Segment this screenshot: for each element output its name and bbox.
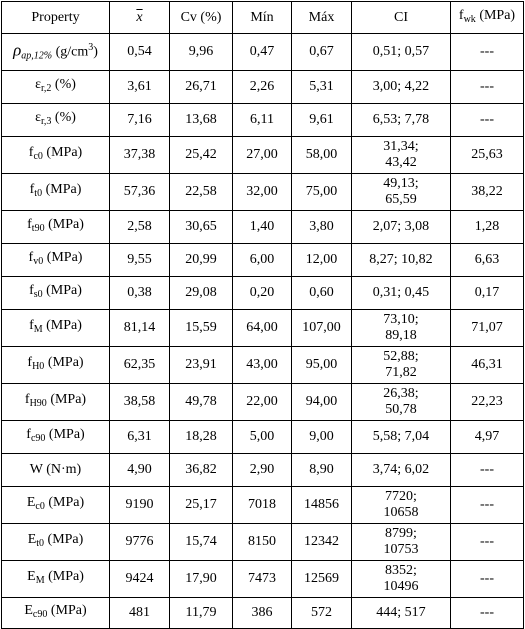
cv-cell: 18,28 <box>170 421 233 454</box>
mean-cell: 4,90 <box>110 454 170 487</box>
property-symbol: f <box>27 355 33 370</box>
table-row <box>2 347 524 384</box>
property-cell <box>2 561 110 598</box>
property-unit: (%) <box>51 77 76 92</box>
min-cell: 43,00 <box>233 347 292 384</box>
cv-cell: 13,68 <box>170 104 233 137</box>
fwk-cell: 6,63 <box>451 244 524 277</box>
property-unit: (MPa) <box>44 569 84 584</box>
ci-cell: 3,74; 6,02 <box>352 454 451 487</box>
max-cell: 107,00 <box>292 310 352 347</box>
property-unit: (MPa) <box>42 283 82 298</box>
mean-cell: 9190 <box>110 487 170 524</box>
mean-cell: 2,58 <box>110 211 170 244</box>
header-fwk <box>451 2 524 34</box>
max-cell: 75,00 <box>292 174 352 211</box>
property-unit: (N·m) <box>42 462 82 477</box>
fwk-cell: --- <box>451 454 524 487</box>
max-cell: 0,67 <box>292 34 352 71</box>
header-row <box>2 2 524 34</box>
ci-cell: 3,00; 4,22 <box>352 71 451 104</box>
min-cell: 2,26 <box>233 71 292 104</box>
min-cell: 5,00 <box>233 421 292 454</box>
property-symbol: E <box>27 532 37 547</box>
property-cell <box>2 34 110 71</box>
mean-cell: 0,38 <box>110 277 170 310</box>
property-subscript: s0 <box>33 289 43 300</box>
ci-cell: 2,07; 3,08 <box>352 211 451 244</box>
max-cell: 14856 <box>292 487 352 524</box>
properties-table <box>1 1 524 629</box>
table-row <box>2 211 524 244</box>
fwk-cell: --- <box>451 104 524 137</box>
max-cell: 5,31 <box>292 71 352 104</box>
property-subscript: c90 <box>32 609 48 620</box>
max-cell: 58,00 <box>292 137 352 174</box>
fwk-cell: --- <box>451 71 524 104</box>
property-subscript: t0 <box>36 538 45 549</box>
property-symbol: f <box>29 182 35 197</box>
table-row <box>2 244 524 277</box>
mean-cell: 62,35 <box>110 347 170 384</box>
property-subscript: v0 <box>33 256 44 267</box>
table-row <box>2 421 524 454</box>
property-unit: (g/cm <box>52 44 89 60</box>
fwk-cell: 22,23 <box>451 384 524 421</box>
table-row <box>2 454 524 487</box>
min-cell: 7473 <box>233 561 292 598</box>
property-cell <box>2 310 110 347</box>
table-row <box>2 310 524 347</box>
property-unit: (%) <box>51 110 76 125</box>
ci-cell: 5,58; 7,04 <box>352 421 451 454</box>
header-property: Property <box>2 2 110 34</box>
property-unit-close: ) <box>93 44 98 60</box>
property-symbol: f <box>28 145 34 160</box>
property-subscript: M <box>35 575 45 586</box>
property-symbol: f <box>29 318 34 333</box>
cv-cell: 26,71 <box>170 71 233 104</box>
property-subscript: c90 <box>30 433 46 444</box>
property-unit: (MPa) <box>44 355 84 370</box>
cv-cell: 49,78 <box>170 384 233 421</box>
mean-cell: 9424 <box>110 561 170 598</box>
property-unit: (MPa) <box>42 182 82 197</box>
min-cell: 6,00 <box>233 244 292 277</box>
fwk-cell: --- <box>451 34 524 71</box>
table-row <box>2 71 524 104</box>
ci-cell: 444; 517 <box>352 598 451 629</box>
property-cell <box>2 244 110 277</box>
property-unit: (MPa) <box>42 318 82 333</box>
property-cell <box>2 277 110 310</box>
fwk-cell: 46,31 <box>451 347 524 384</box>
cv-cell: 30,65 <box>170 211 233 244</box>
mean-cell: 9776 <box>110 524 170 561</box>
property-unit: (MPa) <box>42 145 83 160</box>
ci-cell: 6,53; 7,78 <box>352 104 451 137</box>
ci-cell: 31,34; 43,42 <box>352 137 451 174</box>
mean-cell: 37,38 <box>110 137 170 174</box>
cv-cell: 22,58 <box>170 174 233 211</box>
property-subscript: r,2 <box>40 83 52 94</box>
ci-cell: 73,10; 89,18 <box>352 310 451 347</box>
property-cell <box>2 384 110 421</box>
property-cell <box>2 137 110 174</box>
property-unit: (MPa) <box>44 495 85 510</box>
mean-cell: 57,36 <box>110 174 170 211</box>
property-cell <box>2 454 110 487</box>
min-cell: 27,00 <box>233 137 292 174</box>
header-min: Mín <box>233 2 292 34</box>
property-symbol: W <box>29 462 43 477</box>
header-cv: Cv (%) <box>170 2 233 34</box>
table-row <box>2 561 524 598</box>
property-cell <box>2 347 110 384</box>
property-cell <box>2 487 110 524</box>
max-cell: 0,60 <box>292 277 352 310</box>
property-symbol: E <box>24 603 33 618</box>
mean-cell: 481 <box>110 598 170 629</box>
max-cell: 9,00 <box>292 421 352 454</box>
cv-cell: 25,17 <box>170 487 233 524</box>
fwk-cell: 71,07 <box>451 310 524 347</box>
property-symbol: ε <box>35 77 41 92</box>
ci-cell: 8799; 10753 <box>352 524 451 561</box>
table-row <box>2 524 524 561</box>
mean-cell: 9,55 <box>110 244 170 277</box>
max-cell: 9,61 <box>292 104 352 137</box>
property-superscript: 3 <box>88 41 94 53</box>
fwk-cell: --- <box>451 524 524 561</box>
cv-cell: 15,59 <box>170 310 233 347</box>
table-row <box>2 384 524 421</box>
cv-cell: 11,79 <box>170 598 233 629</box>
min-cell: 64,00 <box>233 310 292 347</box>
ci-cell: 8,27; 10,82 <box>352 244 451 277</box>
min-cell: 8150 <box>233 524 292 561</box>
fwk-cell: --- <box>451 487 524 524</box>
ci-cell: 7720; 10658 <box>352 487 451 524</box>
max-cell: 12569 <box>292 561 352 598</box>
max-cell: 95,00 <box>292 347 352 384</box>
property-symbol: f <box>27 217 32 232</box>
min-cell: 1,40 <box>233 211 292 244</box>
property-symbol: E <box>27 569 36 584</box>
mean-cell: 81,14 <box>110 310 170 347</box>
table-row <box>2 34 524 71</box>
table-row <box>2 487 524 524</box>
cv-cell: 15,74 <box>170 524 233 561</box>
property-cell <box>2 174 110 211</box>
min-cell: 0,20 <box>233 277 292 310</box>
property-cell <box>2 598 110 629</box>
min-cell: 386 <box>233 598 292 629</box>
mean-cell: 0,54 <box>110 34 170 71</box>
property-cell <box>2 71 110 104</box>
property-symbol: E <box>26 495 36 510</box>
cv-cell: 23,91 <box>170 347 233 384</box>
table-row <box>2 174 524 211</box>
property-symbol: ρ <box>13 40 22 60</box>
fwk-cell: 1,28 <box>451 211 524 244</box>
min-cell: 32,00 <box>233 174 292 211</box>
max-cell: 8,90 <box>292 454 352 487</box>
mean-cell: 3,61 <box>110 71 170 104</box>
ci-cell: 52,88; 71,82 <box>352 347 451 384</box>
fwk-cell: 38,22 <box>451 174 524 211</box>
fwk-cell: --- <box>451 598 524 629</box>
max-cell: 3,80 <box>292 211 352 244</box>
property-unit: (MPa) <box>45 427 85 442</box>
header-mean <box>110 2 170 34</box>
cv-cell: 36,82 <box>170 454 233 487</box>
max-cell: 12342 <box>292 524 352 561</box>
ci-cell: 0,31; 0,45 <box>352 277 451 310</box>
property-subscript: c0 <box>33 151 43 162</box>
mean-cell: 6,31 <box>110 421 170 454</box>
property-subscript: H0 <box>32 361 45 372</box>
table-row <box>2 137 524 174</box>
property-unit: (MPa) <box>43 250 83 265</box>
min-cell: 6,11 <box>233 104 292 137</box>
cv-cell: 9,96 <box>170 34 233 71</box>
property-symbol: ε <box>35 110 41 125</box>
mean-cell: 7,16 <box>110 104 170 137</box>
table-row <box>2 598 524 629</box>
max-cell: 12,00 <box>292 244 352 277</box>
property-symbol: f <box>28 250 34 265</box>
property-symbol: f <box>29 283 34 298</box>
min-cell: 7018 <box>233 487 292 524</box>
fwk-cell: 4,97 <box>451 421 524 454</box>
property-symbol: f <box>26 427 31 442</box>
min-cell: 22,00 <box>233 384 292 421</box>
property-cell <box>2 421 110 454</box>
min-cell: 0,47 <box>233 34 292 71</box>
property-unit: (MPa) <box>47 603 87 618</box>
fwk-cell: 25,63 <box>451 137 524 174</box>
ci-cell: 0,51; 0,57 <box>352 34 451 71</box>
cv-cell: 25,42 <box>170 137 233 174</box>
table-row <box>2 104 524 137</box>
property-unit: (MPa) <box>46 392 87 407</box>
property-subscript: ap,12% <box>21 50 53 62</box>
property-cell <box>2 524 110 561</box>
property-subscript: c0 <box>35 501 45 512</box>
property-cell <box>2 104 110 137</box>
mean-cell: 38,58 <box>110 384 170 421</box>
fwk-subscript: wk <box>463 13 476 25</box>
table-body <box>2 34 524 629</box>
ci-cell: 8352; 10496 <box>352 561 451 598</box>
mean-symbol: $\overline{x}$ <box>136 9 143 25</box>
property-subscript: t90 <box>31 223 45 234</box>
cv-cell: 29,08 <box>170 277 233 310</box>
property-subscript: M <box>33 324 43 335</box>
fwk-cell: 0,17 <box>451 277 524 310</box>
property-cell <box>2 211 110 244</box>
fwk-symbol: f <box>458 7 464 23</box>
min-cell: 2,90 <box>233 454 292 487</box>
ci-cell: 26,38; 50,78 <box>352 384 451 421</box>
max-cell: 572 <box>292 598 352 629</box>
cv-cell: 17,90 <box>170 561 233 598</box>
property-subscript: t0 <box>34 188 43 199</box>
property-subscript: H90 <box>29 398 47 409</box>
fwk-cell: --- <box>451 561 524 598</box>
table-row <box>2 277 524 310</box>
header-ci: CI <box>352 2 451 34</box>
property-unit: (MPa) <box>44 532 84 547</box>
fwk-unit: (MPa) <box>475 7 516 23</box>
max-cell: 94,00 <box>292 384 352 421</box>
ci-cell: 49,13; 65,59 <box>352 174 451 211</box>
property-unit: (MPa) <box>44 217 84 232</box>
property-symbol: f <box>24 392 30 407</box>
property-subscript: r,3 <box>40 116 52 127</box>
cv-cell: 20,99 <box>170 244 233 277</box>
header-max: Máx <box>292 2 352 34</box>
